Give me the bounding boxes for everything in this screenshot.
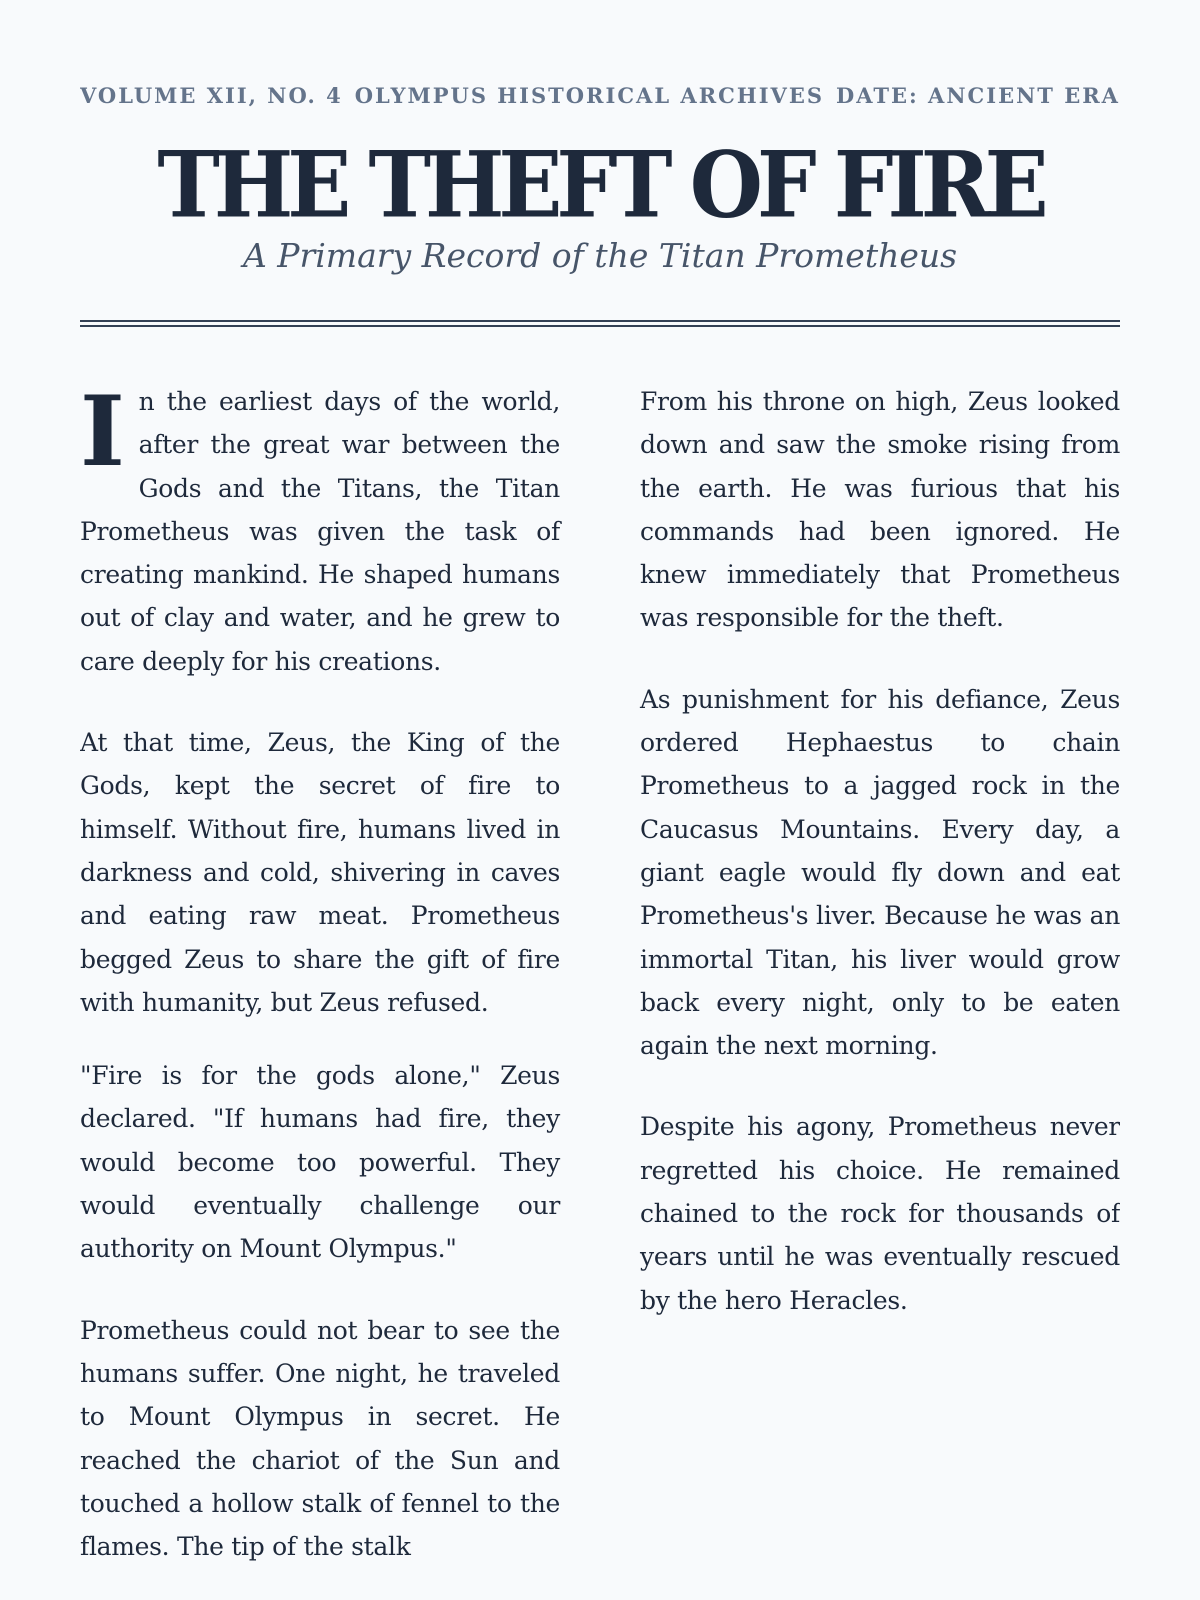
masthead <box>80 83 1120 108</box>
divider-rule-top <box>80 320 1120 322</box>
article-paragraph <box>80 375 560 683</box>
article-paragraph: Despite his agony, Prometheus never regretted his choice. He remained chained to the rock for thousands of years until he was eventually rescued by the hero Heracles. <box>640 1112 1120 1315</box>
volume-label: VOLUME XII, NO. 4 <box>80 83 343 108</box>
publication-name: OLYMPUS HISTORICAL ARCHIVES <box>354 83 824 108</box>
document-page <box>80 0 1120 1600</box>
date-label: DATE: ANCIENT ERA <box>836 83 1120 108</box>
article-column-left <box>80 375 560 1600</box>
article-column-right <box>640 380 1120 1360</box>
paragraph-text: n the earliest days of the world, after the great war between the Gods and the Titans, the Titan Prometheus was given the task of creating mankind. He shaped humans out of clay and water, and he grew to care deeply for his creations. <box>80 387 560 676</box>
drop-cap: I <box>80 375 125 488</box>
article-paragraph: From his throne on high, Zeus looked down and saw the smoke rising from the earth. He was furious that his commands had been ignored. He knew immediately that Prometheus was responsible for the theft. <box>640 387 1120 633</box>
article-paragraph: At that time, Zeus, the King of the Gods, kept the secret of fire to himself. Without fire, humans lived in darkness and cold, shivering in caves and eating raw meat. Prometheus begged Zeus to share the gift of fire with humanity, but Zeus refused. <box>80 728 560 1017</box>
article-paragraph: "Fire is for the gods alone," Zeus declared. "If humans had fire, they would become too powerful. They would eventually challenge our authority on Mount Olympus." <box>80 1061 560 1264</box>
article-paragraph: As punishment for his defiance, Zeus ordered Hephaestus to chain Prometheus to a jagged rock in the Caucasus Mountains. Every day, a giant eagle would fly down and eat Prometheus's liver. Because he was an immortal Titan, his liver would grow back every night, only to be eaten again the next morning. <box>640 684 1120 1061</box>
page-subtitle: A Primary Record of the Titan Prometheus <box>242 236 958 275</box>
article-paragraph: Prometheus could not bear to see the humans suffer. One night, he traveled to Mount Olympus in secret. He reached the chariot of the Sun and touched a hollow stalk of fennel to the flames. The tip of the stalk <box>80 1315 560 1562</box>
page-title: THE THEFT OF FIRE <box>157 131 1043 238</box>
divider-rule-bottom <box>80 325 1120 327</box>
